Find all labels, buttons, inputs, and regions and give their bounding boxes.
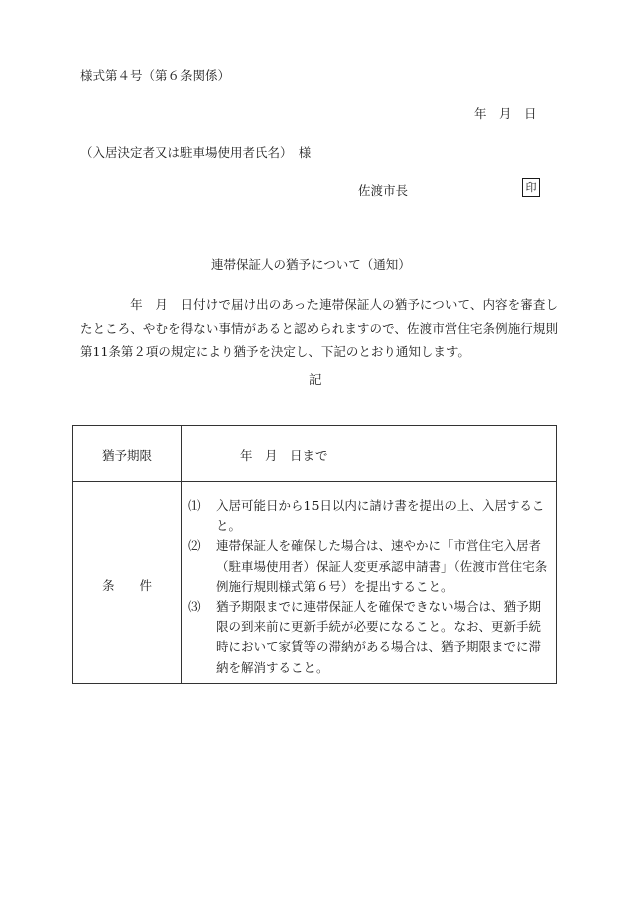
conditions-table: [72, 425, 557, 684]
document-title: 連帯保証人の猶予について（通知）: [211, 257, 411, 272]
date-line: 年 月 日: [474, 106, 537, 121]
condition-number: ⑴: [188, 498, 201, 513]
body-text: 年 月 日付けで届け出のあった連帯保証人の猶予について、内容を審査したところ、やむを得ない事情があると認められますので、佐渡市営住宅条例施行規則第11条第２項の規定により猶予を決定し、下記のとおり通知します。: [80, 297, 558, 359]
condition-item: [188, 536, 552, 597]
seal-stamp: 印: [522, 178, 540, 197]
ki-mark: 記: [309, 372, 322, 387]
condition-text: 連帯保証人を確保した場合は、速やかに「市営住宅入居者（駐車場使用者）保証人変更承認申請書」（佐渡市営住宅条例施行規則様式第６号）を提出すること。: [216, 538, 548, 594]
condition-item: [188, 597, 552, 678]
body-paragraph: [80, 293, 558, 364]
conditions-list: [188, 496, 552, 678]
form-number: 様式第４号（第６条関係）: [80, 68, 231, 83]
conditions-label: 条 件: [101, 578, 152, 593]
period-label: 猶予期限: [101, 448, 152, 463]
mayor-title: 佐渡市長: [358, 183, 409, 198]
condition-text: 猶予期限までに連帯保証人を確保できない場合は、猶予期限の到来前に更新手続が必要になること。なお、更新手続時において家賃等の滞納がある場合は、猶予期限までに滞納を解消すること。: [216, 599, 542, 675]
condition-number: ⑶: [188, 599, 201, 615]
table-divider-horizontal: [73, 481, 556, 482]
condition-item: [188, 496, 552, 536]
period-value: 年 月 日まで: [240, 448, 328, 463]
condition-number: ⑵: [188, 538, 201, 554]
table-divider-vertical: [181, 426, 182, 683]
condition-text: 入居可能日から15日以内に請け書を提出の上、入居すること。: [216, 498, 545, 534]
addressee: （入居決定者又は駐車場使用者氏名） 様: [80, 145, 312, 160]
